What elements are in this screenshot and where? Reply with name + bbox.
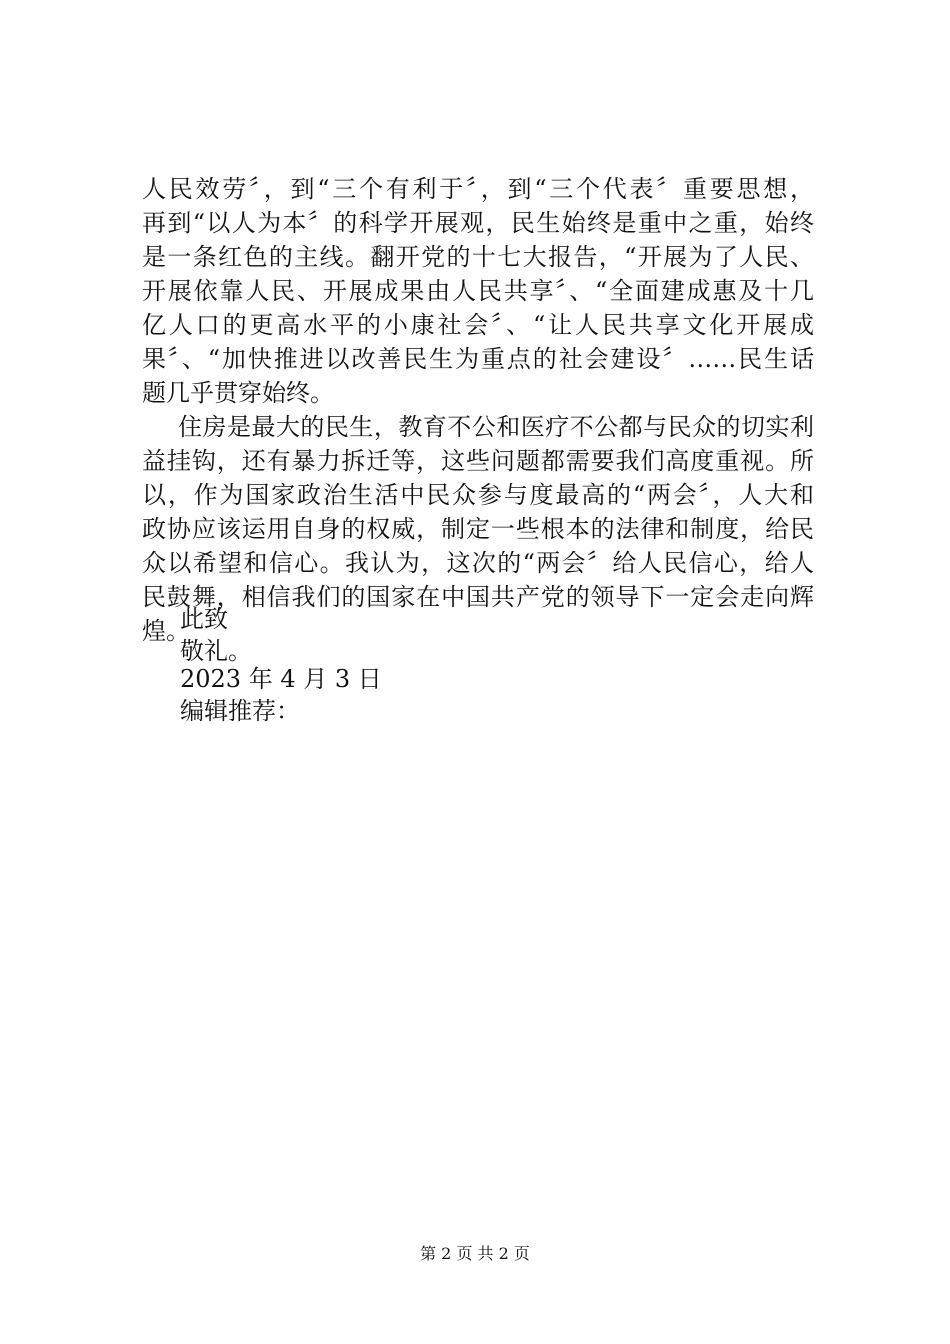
- letter-date: 2023 年 4 月 3 日: [180, 665, 382, 693]
- paragraph-1-line: 是一条红色的主线。翻开党的十七大报告，“开展为了人民、: [142, 243, 814, 271]
- paragraph-2-line: 以，作为国家政治生活中民众参与度最高的“两会〞，人大和: [142, 481, 814, 509]
- paragraph-2-line: 政协应该运用自身的权威，制定一些根本的法律和制度，给民: [142, 515, 814, 543]
- editor-recommendation-label: 编辑推荐：: [180, 697, 300, 725]
- salutation-jingli: 敬礼。: [180, 637, 252, 665]
- paragraph-1-line: 开展依靠人民、开展成果由人民共享〞、“全面建成惠及十几: [142, 277, 814, 305]
- paragraph-2-line: 益挂钩，还有暴力拆迁等，这些问题都需要我们高度重视。所: [142, 447, 814, 475]
- paragraph-1-line: 题几乎贯穿始终。: [142, 379, 334, 407]
- paragraph-1-line: 果〞、“加快推进以改善民生为重点的社会建设〞……民生话: [142, 345, 814, 373]
- paragraph-1-line: 人民效劳〞，到“三个有利于〞，到“三个代表〞重要思想，: [142, 175, 814, 203]
- paragraph-2-line: 住房是最大的民生，教育不公和医疗不公都与民众的切实利: [178, 413, 814, 441]
- paragraph-2-line: 众以希望和信心。我认为，这次的“两会〞给人民信心，给人: [142, 549, 814, 577]
- paragraph-1-line: 亿人口的更高水平的小康社会〞、“让人民共享文化开展成: [142, 311, 814, 339]
- paragraph-2-line: 煌。: [142, 617, 190, 645]
- salutation-cizhi: 此致: [180, 605, 228, 633]
- page-number-footer: 第 2 页 共 2 页: [420, 1244, 530, 1263]
- paragraph-1-line: 再到“以人为本〞的科学开展观，民生始终是重中之重，始终: [142, 209, 814, 237]
- letter-body: [142, 172, 814, 648]
- paragraph-2-line: 民鼓舞，相信我们的国家在中国共产党的领导下一定会走向辉: [142, 583, 814, 611]
